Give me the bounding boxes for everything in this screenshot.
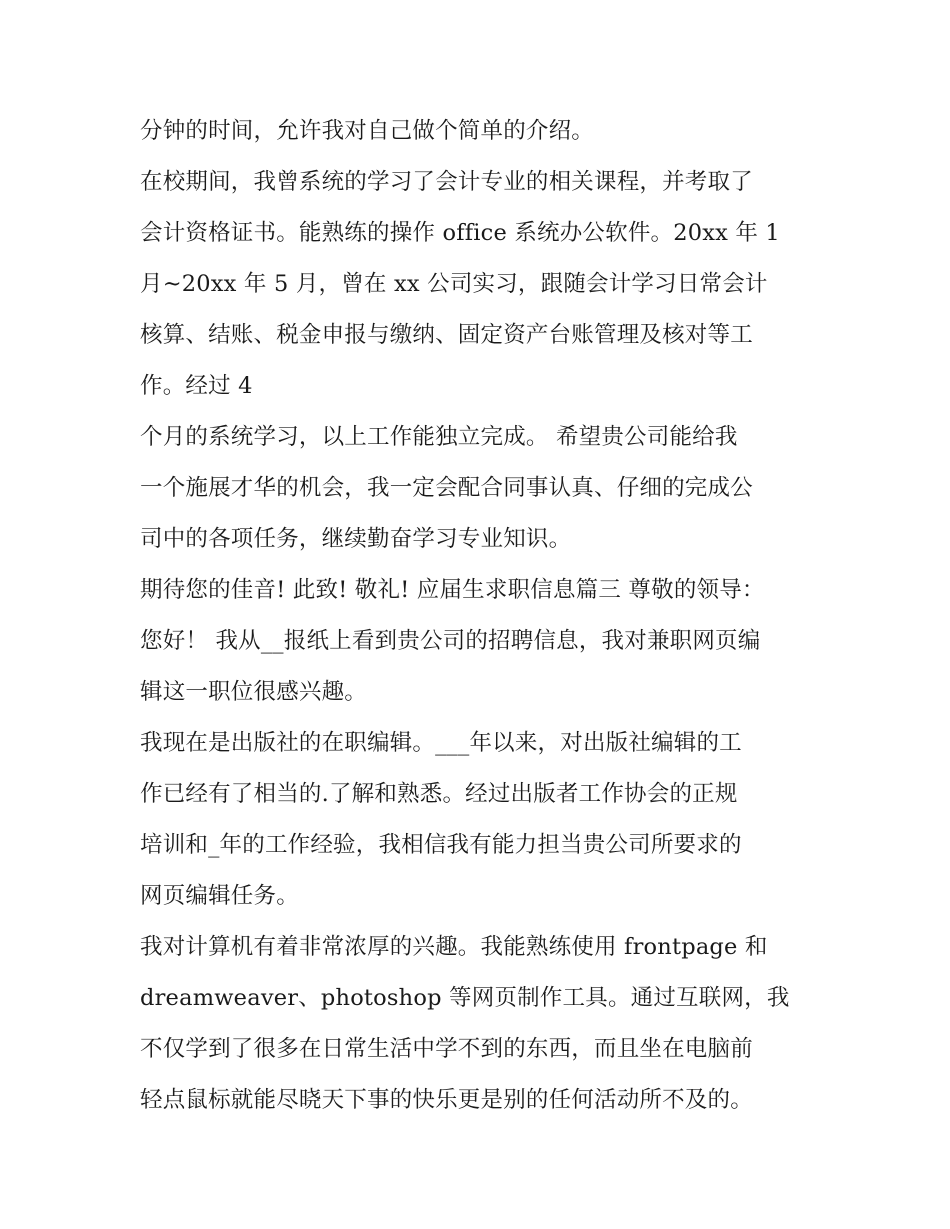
text-line: 您好！ 我从__报纸上看到贵公司的招聘信息，我对兼职网页编: [140, 628, 761, 654]
text-line: 在校期间，我曾系统的学习了会计专业的相关课程，并考取了: [140, 169, 753, 195]
text-line: 我对计算机有着非常浓厚的兴趣。我能熟练使用 frontpage 和: [140, 934, 768, 960]
document-body: [140, 106, 820, 1126]
text-line: 司中的各项任务，继续勤奋学习专业知识。: [140, 526, 572, 552]
text-line: 辑这一职位很感兴趣。: [140, 679, 368, 705]
text-line: 轻点鼠标就能尽晓天下事的快乐更是别的任何活动所不及的。: [140, 1087, 753, 1113]
text-line: 分钟的时间，允许我对自己做个简单的介绍。: [140, 118, 595, 144]
text-line: 一个施展才华的机会，我一定会配合同事认真、仔细的完成公: [140, 475, 753, 501]
text-line: 不仅学到了很多在日常生活中学不到的东西，而且坐在电脑前: [140, 1036, 753, 1062]
text-line: 个月的系统学习，以上工作能独立完成。 希望贵公司能给我: [140, 424, 738, 450]
text-line: 核算、结账、税金申报与缴纳、固定资产台账管理及核对等工: [140, 322, 753, 348]
text-line: 培训和_年的工作经验，我相信我有能力担当贵公司所要求的: [140, 832, 742, 858]
text-line: 网页编辑任务。: [140, 883, 299, 909]
text-line: 我现在是出版社的在职编辑。___年以来，对出版社编辑的工: [140, 730, 742, 756]
text-line: dreamweaver、photoshop 等网页制作工具。通过互联网，我: [140, 985, 790, 1011]
text-line: 期待您的佳音! 此致! 敬礼! 应届生求职信息篇三 尊敬的领导：: [140, 577, 765, 603]
text-line: 作。经过 4: [140, 373, 253, 399]
text-line: 会计资格证书。能熟练的操作 office 系统办公软件。20xx 年 1: [140, 220, 780, 246]
text-line: 月~20xx 年 5 月，曾在 xx 公司实习，跟随会计学习日常会计: [140, 271, 768, 297]
text-line: 作已经有了相当的.了解和熟悉。经过出版者工作协会的正规: [140, 781, 738, 807]
